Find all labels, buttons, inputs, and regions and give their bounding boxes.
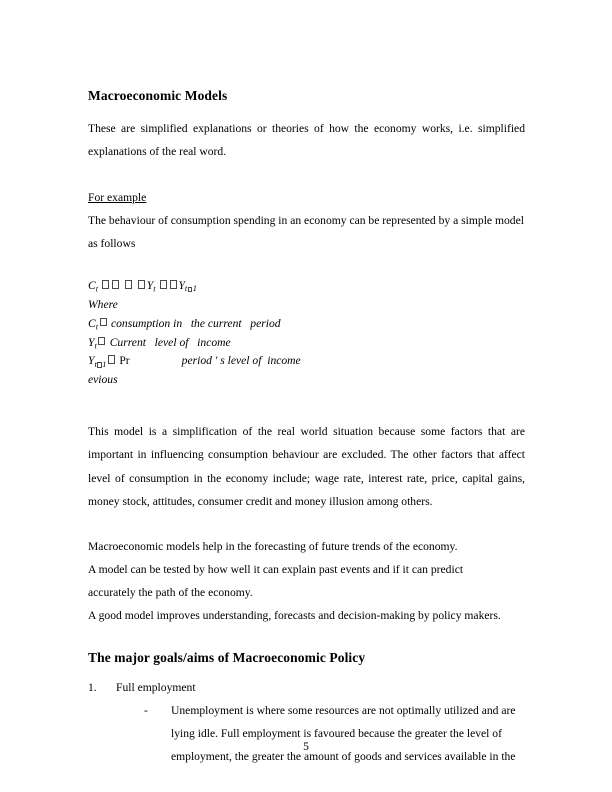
def2-symbol: Y [88, 335, 95, 349]
forecasting-line-4: A good model improves understanding, forecasts and decision-making by policy makers. [88, 609, 501, 623]
page-content [88, 88, 525, 769]
equation-ylag-subscript [185, 284, 197, 293]
section-title-macroeconomic-policy: The major goals/aims of Macroeconomic Policy [88, 649, 366, 665]
missing-glyph-box [160, 280, 167, 289]
page-title: Macroeconomic Models [88, 88, 228, 103]
missing-glyph-box [98, 337, 105, 346]
definition-line-1 [88, 315, 525, 334]
page-number: 5 [303, 740, 309, 753]
def1-symbol: C [88, 316, 96, 330]
missing-glyph-box [188, 287, 193, 293]
equation-y-subscript: t [153, 284, 156, 294]
equation-ylag-sub-t: t [184, 284, 188, 294]
equation-c-symbol: C [88, 279, 96, 293]
equation-main [88, 277, 525, 296]
dash-bullet-icon: - [144, 704, 148, 717]
forecasting-line-2: A model can be tested by how well it can explain past events and if it can predict [88, 563, 464, 577]
list-item-detail-text: Unemployment is where some resources are not optimally utilized and are lying idle. Full employment is favoured because the greater the level of employment, the greater the amount of goods and services available in the [171, 704, 516, 764]
equation-y-symbol: Y [146, 279, 154, 293]
definition-line-3-orphan: evious [88, 373, 118, 387]
list-item [88, 676, 525, 699]
spacer [88, 628, 525, 650]
for-example-label: For example [88, 190, 147, 204]
list-item-number: 1. [88, 680, 97, 694]
spacer [88, 164, 525, 186]
forecasting-line-1: Macroeconomic models help in the forecasting of future trends of the economy. [88, 539, 458, 553]
equation-ylag-symbol: Y [178, 279, 185, 293]
missing-glyph-box [100, 318, 107, 327]
def3-symbol: Y [88, 354, 95, 368]
goals-list [88, 676, 525, 699]
def3-prefix: Pr [119, 354, 130, 368]
equation-c-subscript: t [95, 284, 99, 294]
def1-subscript: t [95, 322, 99, 332]
list-item-detail [144, 699, 525, 769]
missing-glyph-box [125, 280, 132, 289]
def3-subscript [94, 360, 106, 369]
spacer [88, 390, 525, 420]
def3-text: period ' s level of income [181, 354, 301, 368]
missing-glyph-box [112, 280, 119, 289]
def2-text: Current level of income [109, 335, 231, 349]
missing-glyph-box [138, 280, 145, 289]
definition-line-3 [88, 352, 525, 371]
def2-subscript: t [94, 340, 97, 350]
def3-sub-tail: 1 [102, 359, 107, 369]
definition-line-2 [88, 334, 525, 353]
missing-glyph-box [108, 355, 115, 364]
missing-glyph-box [170, 280, 177, 289]
spacer [88, 255, 525, 277]
simplification-paragraph: This model is a simplification of the real world situation because some factors that are important in influencing consumption behaviour are excluded. The other factors that affect level of consumption in the economy include; wage rate, interest rate, price, capital gains, money stock, attitudes, consumer credit and money illusion among others. [88, 425, 525, 508]
equation-block [88, 277, 525, 390]
where-label: Where [88, 297, 118, 311]
def3-sub-t: t [94, 359, 97, 369]
example-paragraph: The behaviour of consumption spending in an economy can be represented by a simple model as follows [88, 213, 524, 250]
spacer [88, 513, 525, 535]
forecasting-line-3: accurately the path of the economy. [88, 586, 253, 600]
equation-ylag-sub-tail: 1 [192, 284, 197, 294]
list-item-label: Full employment [116, 680, 196, 694]
def1-text: consumption in the current period [110, 316, 281, 330]
missing-glyph-box [102, 280, 109, 289]
intro-paragraph: These are simplified explanations or theories of how the economy works, i.e. simplified explanations of the real word. [88, 122, 525, 159]
